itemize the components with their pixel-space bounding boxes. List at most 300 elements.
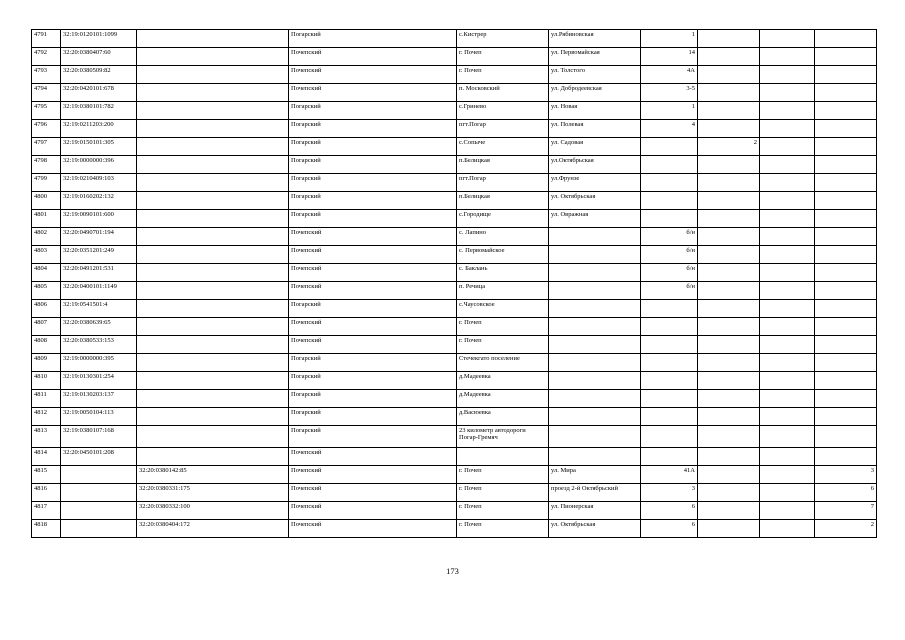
room-cell bbox=[815, 246, 877, 264]
house-cell bbox=[641, 156, 698, 174]
extra-cell bbox=[760, 354, 815, 372]
room-cell bbox=[815, 30, 877, 48]
house-cell: 41А bbox=[641, 466, 698, 484]
room-cell bbox=[815, 408, 877, 426]
flat-cell bbox=[698, 192, 760, 210]
house-cell: 3-5 bbox=[641, 84, 698, 102]
street-cell: ул. Новая bbox=[549, 102, 641, 120]
settlement-cell: с. Первомайское bbox=[457, 246, 549, 264]
district-cell: Почепский bbox=[289, 246, 457, 264]
extra-cell bbox=[760, 372, 815, 390]
settlement-cell: с.Городище bbox=[457, 210, 549, 228]
district-cell: Погарский bbox=[289, 354, 457, 372]
street-cell: ул. Пионерская bbox=[549, 502, 641, 520]
extra-cell bbox=[760, 84, 815, 102]
house-cell: 6 bbox=[641, 502, 698, 520]
room-cell bbox=[815, 66, 877, 84]
extra-cell bbox=[760, 264, 815, 282]
extra-cell bbox=[760, 300, 815, 318]
extra-cell bbox=[760, 138, 815, 156]
room-cell bbox=[815, 156, 877, 174]
table-row bbox=[32, 156, 877, 174]
flat-cell bbox=[698, 318, 760, 336]
room-cell bbox=[815, 228, 877, 246]
settlement-cell bbox=[457, 448, 549, 466]
row-number: 4794 bbox=[32, 84, 61, 102]
cadastral-number: 32:19:0000000:395 bbox=[61, 354, 137, 372]
cadastral-number: 32:19:0541501:4 bbox=[61, 300, 137, 318]
district-cell: Погарский bbox=[289, 426, 457, 448]
district-cell: Погарский bbox=[289, 138, 457, 156]
room-cell bbox=[815, 448, 877, 466]
cadastral-number-alt: 32:20:0380331:175 bbox=[137, 484, 289, 502]
cadastral-number: 32:19:0160202:132 bbox=[61, 192, 137, 210]
cadastral-number-alt bbox=[137, 84, 289, 102]
district-cell: Почепский bbox=[289, 84, 457, 102]
flat-cell bbox=[698, 390, 760, 408]
row-number: 4811 bbox=[32, 390, 61, 408]
settlement-cell: г. Почеп bbox=[457, 502, 549, 520]
cadastral-number-alt bbox=[137, 354, 289, 372]
room-cell bbox=[815, 174, 877, 192]
street-cell: ул.Октябрьская bbox=[549, 156, 641, 174]
extra-cell bbox=[760, 408, 815, 426]
cadastral-number-alt bbox=[137, 408, 289, 426]
district-cell: Погарский bbox=[289, 30, 457, 48]
extra-cell bbox=[760, 30, 815, 48]
room-cell bbox=[815, 426, 877, 448]
row-number: 4793 bbox=[32, 66, 61, 84]
district-cell: Почепский bbox=[289, 336, 457, 354]
cadastral-number: 32:19:0090101:600 bbox=[61, 210, 137, 228]
extra-cell bbox=[760, 174, 815, 192]
district-cell: Почепский bbox=[289, 318, 457, 336]
cadastral-number: 32:20:0380533:153 bbox=[61, 336, 137, 354]
flat-cell bbox=[698, 210, 760, 228]
house-cell bbox=[641, 174, 698, 192]
street-cell bbox=[549, 354, 641, 372]
extra-cell bbox=[760, 210, 815, 228]
settlement-cell: г. Почеп bbox=[457, 318, 549, 336]
room-cell: 3 bbox=[815, 466, 877, 484]
table-row bbox=[32, 138, 877, 156]
cadastral-number-alt bbox=[137, 336, 289, 354]
settlement-cell: пгт.Погар bbox=[457, 120, 549, 138]
flat-cell bbox=[698, 264, 760, 282]
flat-cell bbox=[698, 102, 760, 120]
district-cell: Погарский bbox=[289, 372, 457, 390]
house-cell bbox=[641, 300, 698, 318]
street-cell bbox=[549, 300, 641, 318]
room-cell: 6 bbox=[815, 484, 877, 502]
room-cell bbox=[815, 264, 877, 282]
district-cell: Погарский bbox=[289, 174, 457, 192]
room-cell bbox=[815, 210, 877, 228]
settlement-cell: п.Белицкая bbox=[457, 156, 549, 174]
table-row bbox=[32, 246, 877, 264]
room-cell bbox=[815, 84, 877, 102]
flat-cell: 2 bbox=[698, 138, 760, 156]
table-row bbox=[32, 174, 877, 192]
flat-cell bbox=[698, 84, 760, 102]
cadastral-number: 32:19:0120101:1099 bbox=[61, 30, 137, 48]
cadastral-number-alt bbox=[137, 192, 289, 210]
district-cell: Почепский bbox=[289, 484, 457, 502]
house-cell bbox=[641, 354, 698, 372]
table-row bbox=[32, 264, 877, 282]
flat-cell bbox=[698, 156, 760, 174]
street-cell bbox=[549, 336, 641, 354]
row-number: 4815 bbox=[32, 466, 61, 484]
street-cell: ул.Фрунзе bbox=[549, 174, 641, 192]
house-cell: б/н bbox=[641, 228, 698, 246]
settlement-cell: д.Мадеевка bbox=[457, 390, 549, 408]
flat-cell bbox=[698, 120, 760, 138]
cadastral-number-alt bbox=[137, 318, 289, 336]
settlement-cell: 23 километр автодороги Погар-Гремяч bbox=[457, 426, 549, 448]
table-row bbox=[32, 448, 877, 466]
row-number: 4806 bbox=[32, 300, 61, 318]
extra-cell bbox=[760, 318, 815, 336]
table-row bbox=[32, 300, 877, 318]
settlement-cell: п. Московский bbox=[457, 84, 549, 102]
settlement-cell: г. Почеп bbox=[457, 66, 549, 84]
settlement-cell: г. Почеп bbox=[457, 48, 549, 66]
extra-cell bbox=[760, 466, 815, 484]
flat-cell bbox=[698, 484, 760, 502]
extra-cell bbox=[760, 502, 815, 520]
street-cell bbox=[549, 228, 641, 246]
street-cell bbox=[549, 390, 641, 408]
extra-cell bbox=[760, 102, 815, 120]
row-number: 4808 bbox=[32, 336, 61, 354]
house-cell: 4 bbox=[641, 120, 698, 138]
row-number: 4812 bbox=[32, 408, 61, 426]
room-cell bbox=[815, 138, 877, 156]
row-number: 4799 bbox=[32, 174, 61, 192]
extra-cell bbox=[760, 48, 815, 66]
settlement-cell: с. Баклань bbox=[457, 264, 549, 282]
extra-cell bbox=[760, 156, 815, 174]
cadastral-number-alt bbox=[137, 48, 289, 66]
cadastral-number-alt: 32:20:0380142:85 bbox=[137, 466, 289, 484]
settlement-cell: с. Лапино bbox=[457, 228, 549, 246]
extra-cell bbox=[760, 484, 815, 502]
room-cell bbox=[815, 318, 877, 336]
row-number: 4797 bbox=[32, 138, 61, 156]
settlement-cell: с.Кистрер bbox=[457, 30, 549, 48]
row-number: 4792 bbox=[32, 48, 61, 66]
table-row bbox=[32, 48, 877, 66]
street-cell: ул.Рябиновская bbox=[549, 30, 641, 48]
row-number: 4814 bbox=[32, 448, 61, 466]
room-cell: 2 bbox=[815, 520, 877, 538]
table-row bbox=[32, 408, 877, 426]
settlement-cell: г. Почеп bbox=[457, 484, 549, 502]
cadastral-number bbox=[61, 484, 137, 502]
house-cell: б/н bbox=[641, 282, 698, 300]
flat-cell bbox=[698, 30, 760, 48]
settlement-cell: д.Васюевка bbox=[457, 408, 549, 426]
flat-cell bbox=[698, 174, 760, 192]
cadastral-number: 32:19:0210409:103 bbox=[61, 174, 137, 192]
room-cell bbox=[815, 300, 877, 318]
table-row bbox=[32, 66, 877, 84]
flat-cell bbox=[698, 426, 760, 448]
district-cell: Погарский bbox=[289, 156, 457, 174]
cadastral-number: 32:20:0450101:208 bbox=[61, 448, 137, 466]
row-number: 4801 bbox=[32, 210, 61, 228]
district-cell: Погарский bbox=[289, 300, 457, 318]
flat-cell bbox=[698, 336, 760, 354]
room-cell bbox=[815, 48, 877, 66]
cadastral-number-alt: 32:20:0380404:172 bbox=[137, 520, 289, 538]
table-row bbox=[32, 84, 877, 102]
row-number: 4802 bbox=[32, 228, 61, 246]
street-cell: ул. Октябрьская bbox=[549, 192, 641, 210]
cadastral-number-alt bbox=[137, 138, 289, 156]
cadastral-number-alt bbox=[137, 102, 289, 120]
row-number: 4813 bbox=[32, 426, 61, 448]
row-number: 4795 bbox=[32, 102, 61, 120]
district-cell: Погарский bbox=[289, 102, 457, 120]
row-number: 4804 bbox=[32, 264, 61, 282]
house-cell: 3 bbox=[641, 484, 698, 502]
cadastral-number: 32:20:0490701:194 bbox=[61, 228, 137, 246]
cadastral-number: 32:20:0380639:65 bbox=[61, 318, 137, 336]
flat-cell bbox=[698, 372, 760, 390]
district-cell: Погарский bbox=[289, 210, 457, 228]
room-cell bbox=[815, 282, 877, 300]
cadastral-number-alt bbox=[137, 246, 289, 264]
cadastral-number-alt bbox=[137, 30, 289, 48]
cadastral-number: 32:19:0130203:137 bbox=[61, 390, 137, 408]
registry-rows bbox=[32, 30, 877, 538]
house-cell bbox=[641, 318, 698, 336]
registry-table bbox=[31, 29, 877, 538]
house-cell: 14 bbox=[641, 48, 698, 66]
cadastral-number: 32:20:0380509:82 bbox=[61, 66, 137, 84]
table-row bbox=[32, 390, 877, 408]
flat-cell bbox=[698, 300, 760, 318]
extra-cell bbox=[760, 228, 815, 246]
settlement-cell: с.Сопыче bbox=[457, 138, 549, 156]
table-row bbox=[32, 354, 877, 372]
extra-cell bbox=[760, 426, 815, 448]
row-number: 4798 bbox=[32, 156, 61, 174]
row-number: 4809 bbox=[32, 354, 61, 372]
house-cell: 4А bbox=[641, 66, 698, 84]
flat-cell bbox=[698, 448, 760, 466]
street-cell: ул. Мира bbox=[549, 466, 641, 484]
row-number: 4818 bbox=[32, 520, 61, 538]
house-cell: б/н bbox=[641, 264, 698, 282]
row-number: 4800 bbox=[32, 192, 61, 210]
street-cell: ул. Октябрьская bbox=[549, 520, 641, 538]
cadastral-number-alt: 32:20:0380332:100 bbox=[137, 502, 289, 520]
extra-cell bbox=[760, 120, 815, 138]
room-cell bbox=[815, 192, 877, 210]
table-row bbox=[32, 282, 877, 300]
row-number: 4805 bbox=[32, 282, 61, 300]
flat-cell bbox=[698, 408, 760, 426]
row-number: 4796 bbox=[32, 120, 61, 138]
street-cell: ул. Овражная bbox=[549, 210, 641, 228]
district-cell: Почепский bbox=[289, 66, 457, 84]
cadastral-number bbox=[61, 520, 137, 538]
street-cell bbox=[549, 408, 641, 426]
cadastral-number: 32:19:0211203:200 bbox=[61, 120, 137, 138]
cadastral-number: 32:20:0351201:249 bbox=[61, 246, 137, 264]
cadastral-number: 32:19:0150101:305 bbox=[61, 138, 137, 156]
room-cell bbox=[815, 390, 877, 408]
flat-cell bbox=[698, 520, 760, 538]
flat-cell bbox=[698, 502, 760, 520]
cadastral-number: 32:20:0420101:678 bbox=[61, 84, 137, 102]
table-row bbox=[32, 502, 877, 520]
district-cell: Погарский bbox=[289, 390, 457, 408]
settlement-cell: с.Гринево bbox=[457, 102, 549, 120]
district-cell: Почепский bbox=[289, 264, 457, 282]
street-cell: ул. Добродеевская bbox=[549, 84, 641, 102]
flat-cell bbox=[698, 282, 760, 300]
room-cell: 7 bbox=[815, 502, 877, 520]
house-cell bbox=[641, 192, 698, 210]
house-cell bbox=[641, 408, 698, 426]
cadastral-number-alt bbox=[137, 156, 289, 174]
page-number: 173 bbox=[446, 566, 459, 576]
row-number: 4807 bbox=[32, 318, 61, 336]
cadastral-number: 32:20:0380407:60 bbox=[61, 48, 137, 66]
room-cell bbox=[815, 120, 877, 138]
row-number: 4810 bbox=[32, 372, 61, 390]
house-cell: 6 bbox=[641, 520, 698, 538]
house-cell: 1 bbox=[641, 102, 698, 120]
table-row bbox=[32, 466, 877, 484]
cadastral-number-alt bbox=[137, 66, 289, 84]
house-cell bbox=[641, 426, 698, 448]
extra-cell bbox=[760, 66, 815, 84]
district-cell: Погарский bbox=[289, 120, 457, 138]
table-row bbox=[32, 336, 877, 354]
extra-cell bbox=[760, 192, 815, 210]
room-cell bbox=[815, 372, 877, 390]
house-cell bbox=[641, 336, 698, 354]
district-cell: Почепский bbox=[289, 228, 457, 246]
street-cell: ул. Полевая bbox=[549, 120, 641, 138]
cadastral-number-alt bbox=[137, 372, 289, 390]
street-cell bbox=[549, 318, 641, 336]
flat-cell bbox=[698, 48, 760, 66]
street-cell: ул. Первомайская bbox=[549, 48, 641, 66]
table-row bbox=[32, 102, 877, 120]
extra-cell bbox=[760, 520, 815, 538]
settlement-cell: Стечекгато поселение bbox=[457, 354, 549, 372]
house-cell bbox=[641, 138, 698, 156]
table-row bbox=[32, 120, 877, 138]
street-cell bbox=[549, 426, 641, 448]
district-cell: Почепский bbox=[289, 520, 457, 538]
street-cell: ул. Садовая bbox=[549, 138, 641, 156]
house-cell bbox=[641, 448, 698, 466]
row-number: 4817 bbox=[32, 502, 61, 520]
table-row bbox=[32, 192, 877, 210]
street-cell bbox=[549, 246, 641, 264]
table-row bbox=[32, 30, 877, 48]
street-cell: ул. Толстого bbox=[549, 66, 641, 84]
district-cell: Почепский bbox=[289, 282, 457, 300]
room-cell bbox=[815, 336, 877, 354]
cadastral-number bbox=[61, 502, 137, 520]
street-cell: проезд 2-й Октябрьский bbox=[549, 484, 641, 502]
settlement-cell: г. Почеп bbox=[457, 466, 549, 484]
table-row bbox=[32, 484, 877, 502]
district-cell: Почепский bbox=[289, 502, 457, 520]
house-cell: б/н bbox=[641, 246, 698, 264]
table-row bbox=[32, 426, 877, 448]
cadastral-number-alt bbox=[137, 228, 289, 246]
cadastral-number-alt bbox=[137, 426, 289, 448]
cadastral-number: 32:19:0000000:396 bbox=[61, 156, 137, 174]
district-cell: Почепский bbox=[289, 466, 457, 484]
row-number: 4816 bbox=[32, 484, 61, 502]
table-row bbox=[32, 520, 877, 538]
flat-cell bbox=[698, 66, 760, 84]
cadastral-number-alt bbox=[137, 174, 289, 192]
table-row bbox=[32, 318, 877, 336]
cadastral-number: 32:19:0380101:782 bbox=[61, 102, 137, 120]
house-cell bbox=[641, 372, 698, 390]
settlement-cell: г. Почеп bbox=[457, 520, 549, 538]
settlement-cell: с.Чаусовское bbox=[457, 300, 549, 318]
room-cell bbox=[815, 102, 877, 120]
house-cell bbox=[641, 210, 698, 228]
cadastral-number: 32:20:0491201:531 bbox=[61, 264, 137, 282]
street-cell bbox=[549, 448, 641, 466]
district-cell: Погарский bbox=[289, 192, 457, 210]
extra-cell bbox=[760, 246, 815, 264]
settlement-cell: п.Белицкая bbox=[457, 192, 549, 210]
street-cell bbox=[549, 264, 641, 282]
cadastral-number: 32:19:0130301:254 bbox=[61, 372, 137, 390]
settlement-cell: д.Мадеевка bbox=[457, 372, 549, 390]
house-cell: 1 bbox=[641, 30, 698, 48]
street-cell bbox=[549, 372, 641, 390]
flat-cell bbox=[698, 246, 760, 264]
extra-cell bbox=[760, 448, 815, 466]
room-cell bbox=[815, 354, 877, 372]
cadastral-number: 32:19:0380107:168 bbox=[61, 426, 137, 448]
row-number: 4791 bbox=[32, 30, 61, 48]
cadastral-number-alt bbox=[137, 210, 289, 228]
district-cell: Почепский bbox=[289, 48, 457, 66]
district-cell: Погарский bbox=[289, 408, 457, 426]
street-cell bbox=[549, 282, 641, 300]
extra-cell bbox=[760, 336, 815, 354]
cadastral-number-alt bbox=[137, 282, 289, 300]
flat-cell bbox=[698, 466, 760, 484]
extra-cell bbox=[760, 390, 815, 408]
cadastral-number-alt bbox=[137, 300, 289, 318]
settlement-cell: пгт.Погар bbox=[457, 174, 549, 192]
table-row bbox=[32, 372, 877, 390]
row-number: 4803 bbox=[32, 246, 61, 264]
flat-cell bbox=[698, 228, 760, 246]
cadastral-number: 32:19:0050104:113 bbox=[61, 408, 137, 426]
house-cell bbox=[641, 390, 698, 408]
cadastral-number-alt bbox=[137, 120, 289, 138]
cadastral-number-alt bbox=[137, 390, 289, 408]
